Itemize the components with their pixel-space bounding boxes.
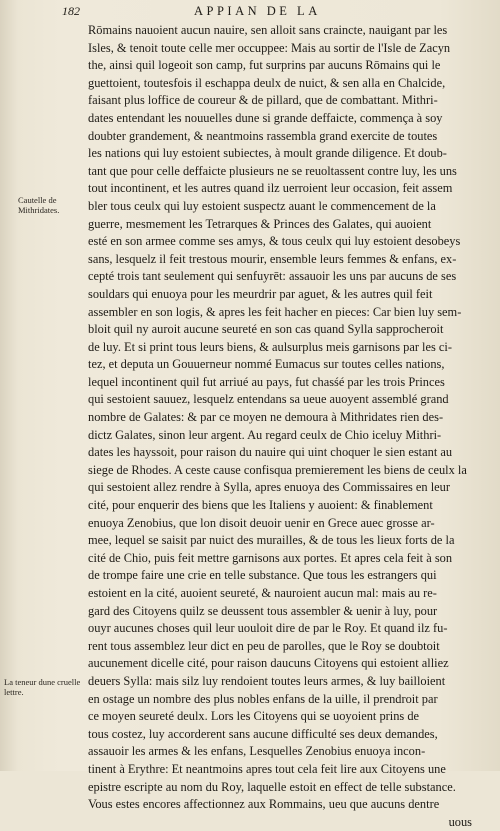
- catchword: uous: [448, 814, 472, 829]
- text-line: dictz Galates, sinon leur argent. Au regard ceulx de Chio iceluy Mithri-: [88, 427, 442, 442]
- text-line: Rōmains nauoient aucun nauire, sen alloit sans craincte, nauigant par les: [88, 23, 448, 37]
- text-line: de luy. Et si print tous leurs biens, & aulsurplus meis garnisons par les ci-: [88, 339, 452, 354]
- text-line: en ostage un nombre des plus nobles enfans de la uille, il prendroit par: [88, 691, 438, 706]
- text-line: tout incontinent, et les autres quand ilz uerroient leur occasion, feit assem: [88, 181, 453, 196]
- text-line: cité, pour enquerir des biens que les Italiens y auoient: & finablement: [88, 498, 433, 513]
- text-line: lequel incontinent quil fut arriué au pays, fut chasśé par les trois Princes: [88, 374, 445, 389]
- text-line: guerre, mesmement les Tetrarques & Princes des Galates, qui auoient: [88, 216, 432, 231]
- text-line: gard des Citoyens quilz se deussent tous assembler & uenir à luy, pour: [88, 603, 438, 618]
- text-line: tez, et deputa un Gouuerneur nommé Eumacus sur toutes celles nations,: [88, 357, 445, 372]
- body-text: [88, 22, 484, 831]
- text-line: the, ainsi quil logeoit son camp, fut surprins par aucuns Rōmains qui le: [88, 58, 441, 73]
- text-line: tinent à Erythre: Et neantmoins apres tout cela feit lire aux Citoyens une: [88, 761, 446, 776]
- text-line: dates entendant les nouuelles dune si grande deffaicte, commença à soy: [88, 110, 443, 125]
- text-line: siege de Rhodes. A ceste cause confisqua premierement les biens de ceulx la: [88, 462, 467, 477]
- text-line: dates les hayssoit, pour raison du nauire qui uint choquer le sien estant au: [88, 445, 453, 460]
- page-header: [62, 4, 492, 22]
- text-line: doubter grandement, & neantmoins rassembla grand exercite de toutes: [88, 128, 438, 143]
- text-line: tous costez, luy accorderent sans aucune difficulté ses deux demandes,: [88, 726, 438, 741]
- text-line: faisant plus loffice de coureur & de pillard, que de combattant. Mithri-: [88, 93, 438, 108]
- text-line: souldars qui enuoya pour les meurdrir par aguet, & les autres quil feit: [88, 286, 433, 301]
- text-line: bloit quil ny auroit aucune seureté en son cas quand Sylla sapprocheroit: [88, 322, 444, 337]
- margin-note-teneur: La teneur dune cruelle lettre.: [4, 677, 81, 697]
- text-line: mee, lequel se saisit par nuict des murailles, & de tous les lieux forts de la: [88, 533, 455, 548]
- running-title: APPIAN DE LA: [194, 4, 321, 18]
- text-line: qui sestoient allez rendre à Sylla, apres enuoya des Commissaires en leur: [88, 480, 450, 495]
- text-line: aucunement dicelle cité, pour raison daucuns Citoyens qui estoient alliez: [88, 656, 449, 671]
- text-line: assauoir les armes & les enfans, Lesquelles Zenobius enuoya incon-: [88, 744, 426, 759]
- margin-note-cautelle: Cautelle de Mithridates.: [18, 195, 60, 215]
- text-line: Isles, & tenoit toute celle mer occuppee: Mais au sortir de l'Isle de Zacyn: [88, 40, 451, 55]
- text-line: esté en son armee comme ses amys, & tous ceulx qui luy estoient desobeys: [88, 234, 461, 249]
- text-line: estoient en la cité, auoient seureté, & nauroient aucun mal: mais au re-: [88, 586, 437, 600]
- text-line: nombre de Galates: & par ce moyen ne demoura à Mithridates rien des-: [88, 410, 444, 425]
- text-line: sans, lesquelz il feit trestous mourir, ensemble leurs femmes & enfans, ex-: [88, 251, 457, 266]
- text-line: deuers Sylla: mais silz luy rendoient toutes leurs armes, & luy bailloient: [88, 673, 446, 688]
- text-line: cité de Chio, puis feit mettre garnisons aux portes. Et apres cela feit à son: [88, 550, 453, 565]
- text-line: Vous estes encores affectionnez aux Rommains, ueu que aucuns dentre: [88, 797, 440, 812]
- text-line: assembler en son logis, & apres les feit hacher en pieces: Car bien luy sem-: [88, 304, 462, 319]
- text-line: ouyr aucunes choses quil leur uouloit dire de par le Roy. Et quand ilz fu-: [88, 621, 448, 636]
- text-line: guettoient, toutesfois il eschappa deulx de nuict, & sen alla en Chalcide,: [88, 75, 446, 90]
- text-line: de trompe faire une crie en telle substance. Que tous les estrangers qui: [88, 568, 437, 583]
- text-line: epistre escripte au nom du Roy, laquelle estoit en effect de telle substance.: [88, 779, 456, 794]
- text-line: qui sestoient sauuez, lesquelz entendans sa ueue auoyent assemblé grand: [88, 392, 449, 407]
- text-line: enuoya Zenobius, que lon disoit deuoir uenir en Grece auec grosse ar-: [88, 515, 435, 530]
- page-number: 182: [62, 4, 80, 18]
- text-line: bler tous ceulx qui luy estoient suspectz auant le commencement de la: [88, 198, 436, 213]
- text-line: les nations qui luy estoient subiectes, à moult grande diligence. Et doub-: [88, 146, 447, 161]
- text-line: ce moyen seureté deulx. Lors les Citoyens qui se uoyoient prins de: [88, 709, 420, 724]
- text-line: rent tous assemblez leur dict en peu de parolles, que le Roy se doubtoit: [88, 638, 440, 653]
- text-line: cepté trois tant seulement qui senfuyrēt: assauoir les uns par aucuns de ses: [88, 269, 457, 284]
- text-line: tant que pour celle deffaicte plusieurs ne se reuoltassent contre luy, les uns: [88, 163, 457, 178]
